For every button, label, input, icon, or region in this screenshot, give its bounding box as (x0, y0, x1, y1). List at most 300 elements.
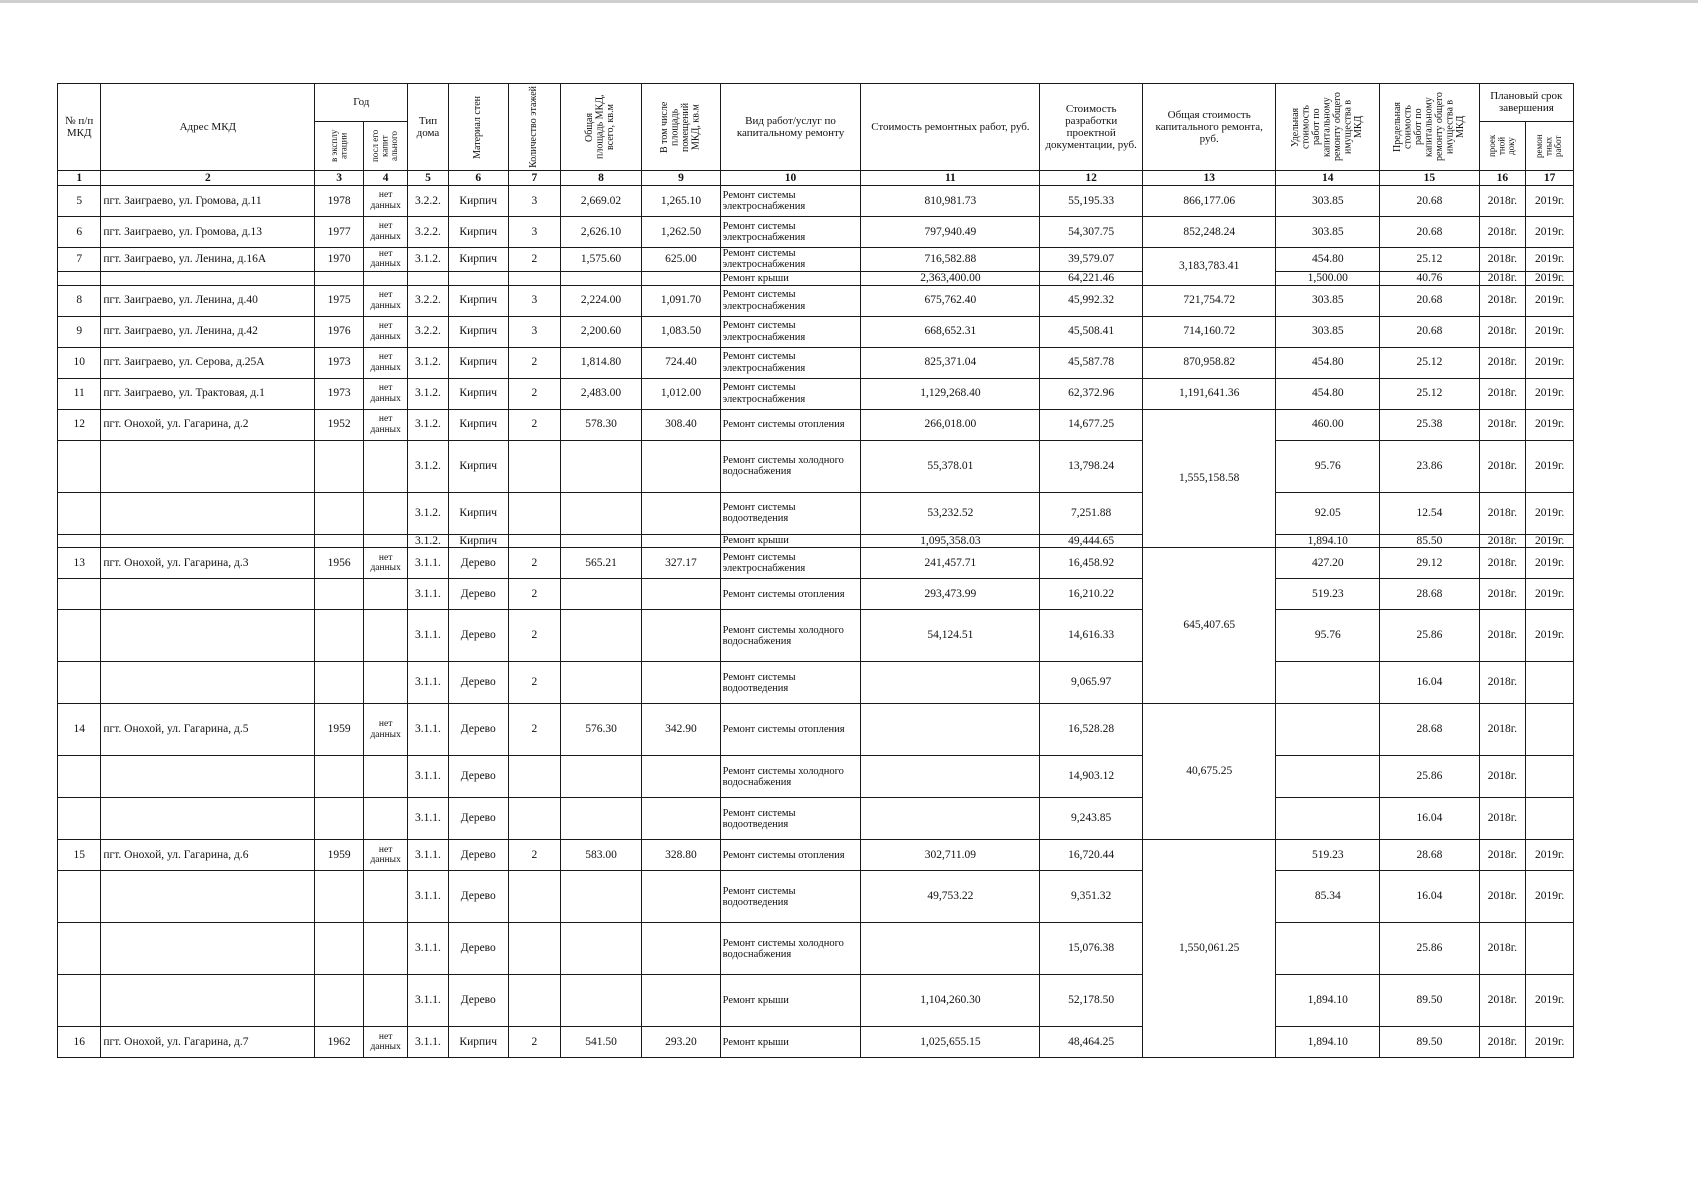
total-area-cell (560, 579, 642, 610)
floors-cell: 3 (508, 316, 560, 347)
column-number: 4 (363, 170, 407, 185)
total-area-cell: 2,200.60 (560, 316, 642, 347)
design-cost-cell: 49,444.65 (1040, 534, 1143, 548)
floors-cell (508, 871, 560, 923)
column-number: 3 (315, 170, 364, 185)
total-area-cell: 1,814.80 (560, 347, 642, 378)
floors-cell: 2 (508, 548, 560, 579)
design-cost-cell: 52,178.50 (1040, 975, 1143, 1027)
total-cost-cell: 721,754.72 (1143, 285, 1276, 316)
house-type-cell: 3.1.2. (408, 378, 448, 409)
year-exploit-cell: 1962 (315, 1027, 364, 1058)
table-row (58, 975, 1574, 1027)
year-exploit-cell (315, 798, 364, 840)
total-area-cell: 2,626.10 (560, 216, 642, 247)
header-num: № п/п МКД (58, 84, 101, 171)
unit-cost-cell: 1,894.10 (1276, 1027, 1380, 1058)
repair-deadline-cell: 2019г. (1526, 316, 1574, 347)
premises-area-cell (642, 271, 720, 285)
premises-area-cell (642, 440, 720, 492)
design-cost-cell: 14,903.12 (1040, 756, 1143, 798)
repair-deadline-cell: 2019г. (1526, 409, 1574, 440)
design-cost-cell: 7,251.88 (1040, 492, 1143, 534)
column-number: 16 (1479, 170, 1526, 185)
work-type-cell: Ремонт системы отопления (720, 704, 861, 756)
year-exploit-cell: 1977 (315, 216, 364, 247)
row-number (58, 662, 101, 704)
table-row (58, 548, 1574, 579)
premises-area-cell (642, 975, 720, 1027)
year-capital-cell: нет данных (363, 247, 407, 271)
column-number: 7 (508, 170, 560, 185)
row-number (58, 871, 101, 923)
header-unit-cost-limit: Удельная стоимость работ по капитальному ремонту общего имущества в МКД (1276, 84, 1380, 171)
year-exploit-cell (315, 662, 364, 704)
premises-area-cell (642, 756, 720, 798)
header-cost-repair: Стоимость ремонтных работ, руб. (861, 84, 1040, 171)
house-type-cell: 3.1.1. (408, 579, 448, 610)
header-premises-area: В том числе площадь помещений МКД, кв.м (642, 84, 720, 171)
work-type-cell: Ремонт системы водоотведения (720, 492, 861, 534)
design-deadline-cell: 2018г. (1479, 440, 1526, 492)
row-number (58, 756, 101, 798)
year-capital-cell (363, 492, 407, 534)
max-cost-cell: 28.68 (1380, 579, 1480, 610)
wall-material-cell: Кирпич (448, 440, 508, 492)
work-type-cell: Ремонт системы электроснабжения (720, 216, 861, 247)
unit-cost-cell: 303.85 (1276, 316, 1380, 347)
row-number: 14 (58, 704, 101, 756)
total-area-cell (560, 610, 642, 662)
floors-cell: 2 (508, 409, 560, 440)
max-cost-cell: 89.50 (1380, 975, 1480, 1027)
design-deadline-cell: 2018г. (1479, 247, 1526, 271)
table-row (58, 185, 1574, 216)
repair-deadline-cell: 2019г. (1526, 534, 1574, 548)
design-cost-cell: 54,307.75 (1040, 216, 1143, 247)
house-type-cell: 3.2.2. (408, 316, 448, 347)
design-deadline-cell: 2018г. (1479, 798, 1526, 840)
repair-deadline-cell: 2019г. (1526, 1027, 1574, 1058)
year-exploit-cell: 1959 (315, 840, 364, 871)
year-capital-cell (363, 798, 407, 840)
address-cell: пгт. Заиграево, ул. Трактовая, д.1 (101, 378, 315, 409)
table-row (58, 316, 1574, 347)
repair-deadline-cell: 2019г. (1526, 271, 1574, 285)
row-number (58, 492, 101, 534)
address-cell (101, 534, 315, 548)
design-cost-cell: 64,221.46 (1040, 271, 1143, 285)
work-type-cell: Ремонт системы водоотведения (720, 871, 861, 923)
design-cost-cell: 16,210.22 (1040, 579, 1143, 610)
premises-area-cell: 327.17 (642, 548, 720, 579)
design-cost-cell: 45,587.78 (1040, 347, 1143, 378)
wall-material-cell: Дерево (448, 840, 508, 871)
floors-cell (508, 440, 560, 492)
floors-cell: 3 (508, 185, 560, 216)
floors-cell: 2 (508, 378, 560, 409)
table-row (58, 840, 1574, 871)
header-type: Тип дома (408, 84, 448, 171)
house-type-cell: 3.2.2. (408, 216, 448, 247)
work-type-cell: Ремонт системы водоотведения (720, 662, 861, 704)
year-capital-cell: нет данных (363, 1027, 407, 1058)
scan-top-edge (0, 0, 1698, 3)
table-row (58, 347, 1574, 378)
house-type-cell: 3.2.2. (408, 185, 448, 216)
premises-area-cell (642, 492, 720, 534)
max-cost-cell: 25.86 (1380, 610, 1480, 662)
repair-cost-cell: 241,457.71 (861, 548, 1040, 579)
design-deadline-cell: 2018г. (1479, 285, 1526, 316)
column-number: 15 (1380, 170, 1480, 185)
design-deadline-cell: 2018г. (1479, 975, 1526, 1027)
year-exploit-cell: 1973 (315, 347, 364, 378)
design-deadline-cell: 2018г. (1479, 492, 1526, 534)
header-total-cost: Общая стоимость капитального ремонта, руб. (1143, 84, 1276, 171)
premises-area-cell (642, 798, 720, 840)
design-deadline-cell: 2018г. (1479, 534, 1526, 548)
row-number (58, 798, 101, 840)
year-capital-cell (363, 534, 407, 548)
column-number: 9 (642, 170, 720, 185)
design-cost-cell: 39,579.07 (1040, 247, 1143, 271)
max-cost-cell: 28.68 (1380, 704, 1480, 756)
header-cost-design: Стоимость разработки проектной документации, руб. (1040, 84, 1143, 171)
year-capital-cell (363, 440, 407, 492)
house-type-cell: 3.2.2. (408, 285, 448, 316)
floors-cell (508, 492, 560, 534)
year-capital-cell (363, 271, 407, 285)
design-cost-cell: 9,351.32 (1040, 871, 1143, 923)
column-number: 6 (448, 170, 508, 185)
repair-deadline-cell: 2019г. (1526, 216, 1574, 247)
repair-cost-cell: 825,371.04 (861, 347, 1040, 378)
house-type-cell (408, 271, 448, 285)
floors-cell: 2 (508, 579, 560, 610)
unit-cost-cell (1276, 662, 1380, 704)
column-number: 11 (861, 170, 1040, 185)
header-total-area: Общая площадь МКД, всего, кв.м (560, 84, 642, 171)
address-cell: пгт. Онохой, ул. Гагарина, д.3 (101, 548, 315, 579)
header-deadline: Плановый срок завершения (1479, 84, 1573, 122)
repair-deadline-cell: 2019г. (1526, 347, 1574, 378)
address-cell (101, 923, 315, 975)
repair-cost-cell: 49,753.22 (861, 871, 1040, 923)
work-type-cell: Ремонт системы холодного водоснабжения (720, 440, 861, 492)
max-cost-cell: 25.86 (1380, 756, 1480, 798)
house-type-cell: 3.1.2. (408, 347, 448, 378)
header-deadline-design: проек тной доку (1479, 121, 1526, 170)
unit-cost-cell: 1,894.10 (1276, 975, 1380, 1027)
repair-deadline-cell: 2019г. (1526, 492, 1574, 534)
capital-repair-table (57, 83, 1574, 1058)
wall-material-cell: Дерево (448, 662, 508, 704)
total-area-cell (560, 871, 642, 923)
unit-cost-cell: 303.85 (1276, 185, 1380, 216)
premises-area-cell: 625.00 (642, 247, 720, 271)
header-year-capital: посл его капит ального (363, 121, 407, 170)
repair-deadline-cell: 2019г. (1526, 185, 1574, 216)
repair-deadline-cell: 2019г. (1526, 840, 1574, 871)
design-cost-cell: 62,372.96 (1040, 378, 1143, 409)
address-cell: пгт. Заиграево, ул. Серова, д.25А (101, 347, 315, 378)
address-cell (101, 492, 315, 534)
column-number: 12 (1040, 170, 1143, 185)
unit-cost-cell: 1,894.10 (1276, 534, 1380, 548)
premises-area-cell: 308.40 (642, 409, 720, 440)
total-cost-cell: 852,248.24 (1143, 216, 1276, 247)
design-deadline-cell: 2018г. (1479, 756, 1526, 798)
address-cell: пгт. Заиграево, ул. Громова, д.11 (101, 185, 315, 216)
premises-area-cell: 342.90 (642, 704, 720, 756)
work-type-cell: Ремонт системы электроснабжения (720, 347, 861, 378)
table-row (58, 534, 1574, 548)
work-type-cell: Ремонт системы электроснабжения (720, 548, 861, 579)
table-row (58, 285, 1574, 316)
year-capital-cell: нет данных (363, 347, 407, 378)
house-type-cell: 3.1.1. (408, 798, 448, 840)
total-area-cell: 2,483.00 (560, 378, 642, 409)
total-cost-cell: 40,675.25 (1143, 704, 1276, 840)
year-exploit-cell (315, 271, 364, 285)
repair-cost-cell: 302,711.09 (861, 840, 1040, 871)
design-cost-cell: 45,992.32 (1040, 285, 1143, 316)
total-cost-cell: 1,555,158.58 (1143, 409, 1276, 548)
repair-cost-cell: 2,363,400.00 (861, 271, 1040, 285)
wall-material-cell: Кирпич (448, 409, 508, 440)
header-unit-cost-max: Предельная стоимость работ по капитальному ремонту общего имущества в МКД (1380, 84, 1480, 171)
unit-cost-cell (1276, 798, 1380, 840)
max-cost-cell: 12.54 (1380, 492, 1480, 534)
design-cost-cell: 14,616.33 (1040, 610, 1143, 662)
year-exploit-cell (315, 610, 364, 662)
table-row (58, 409, 1574, 440)
year-exploit-cell (315, 975, 364, 1027)
table-row (58, 704, 1574, 756)
wall-material-cell: Кирпич (448, 378, 508, 409)
row-number: 6 (58, 216, 101, 247)
address-cell (101, 871, 315, 923)
max-cost-cell: 20.68 (1380, 185, 1480, 216)
unit-cost-cell (1276, 923, 1380, 975)
max-cost-cell: 25.86 (1380, 923, 1480, 975)
design-cost-cell: 16,528.28 (1040, 704, 1143, 756)
design-deadline-cell: 2018г. (1479, 548, 1526, 579)
year-capital-cell: нет данных (363, 840, 407, 871)
house-type-cell: 3.1.2. (408, 409, 448, 440)
column-number: 8 (560, 170, 642, 185)
work-type-cell: Ремонт системы холодного водоснабжения (720, 923, 861, 975)
address-cell: пгт. Заиграево, ул. Ленина, д.40 (101, 285, 315, 316)
design-deadline-cell: 2018г. (1479, 378, 1526, 409)
total-area-cell: 565.21 (560, 548, 642, 579)
premises-area-cell (642, 534, 720, 548)
year-exploit-cell (315, 492, 364, 534)
floors-cell (508, 798, 560, 840)
table-row (58, 610, 1574, 662)
wall-material-cell: Дерево (448, 756, 508, 798)
unit-cost-cell: 519.23 (1276, 579, 1380, 610)
year-capital-cell (363, 871, 407, 923)
premises-area-cell: 724.40 (642, 347, 720, 378)
row-number: 5 (58, 185, 101, 216)
repair-cost-cell: 797,940.49 (861, 216, 1040, 247)
year-capital-cell: нет данных (363, 285, 407, 316)
row-number: 16 (58, 1027, 101, 1058)
year-capital-cell: нет данных (363, 185, 407, 216)
repair-cost-cell: 675,762.40 (861, 285, 1040, 316)
floors-cell: 2 (508, 662, 560, 704)
repair-deadline-cell: 2019г. (1526, 975, 1574, 1027)
year-capital-cell (363, 579, 407, 610)
house-type-cell: 3.1.1. (408, 923, 448, 975)
wall-material-cell: Кирпич (448, 534, 508, 548)
work-type-cell: Ремонт крыши (720, 1027, 861, 1058)
total-area-cell: 583.00 (560, 840, 642, 871)
repair-cost-cell: 293,473.99 (861, 579, 1040, 610)
wall-material-cell: Кирпич (448, 285, 508, 316)
house-type-cell: 3.1.2. (408, 492, 448, 534)
row-number (58, 271, 101, 285)
floors-cell: 2 (508, 1027, 560, 1058)
table-row (58, 923, 1574, 975)
repair-deadline-cell: 2019г. (1526, 440, 1574, 492)
address-cell (101, 975, 315, 1027)
total-area-cell (560, 798, 642, 840)
design-deadline-cell: 2018г. (1479, 216, 1526, 247)
repair-deadline-cell: 2019г. (1526, 610, 1574, 662)
house-type-cell: 3.1.2. (408, 247, 448, 271)
repair-deadline-cell (1526, 756, 1574, 798)
max-cost-cell: 40.76 (1380, 271, 1480, 285)
work-type-cell: Ремонт системы холодного водоснабжения (720, 756, 861, 798)
header-year-exploit: в эксплу атации (315, 121, 364, 170)
max-cost-cell: 25.12 (1380, 347, 1480, 378)
design-deadline-cell: 2018г. (1479, 347, 1526, 378)
address-cell: пгт. Заиграево, ул. Ленина, д.42 (101, 316, 315, 347)
unit-cost-cell: 427.20 (1276, 548, 1380, 579)
row-number (58, 975, 101, 1027)
address-cell: пгт. Онохой, ул. Гагарина, д.5 (101, 704, 315, 756)
house-type-cell: 3.1.2. (408, 534, 448, 548)
house-type-cell: 3.1.1. (408, 662, 448, 704)
total-area-cell: 2,224.00 (560, 285, 642, 316)
repair-deadline-cell: 2019г. (1526, 871, 1574, 923)
unit-cost-cell: 95.76 (1276, 440, 1380, 492)
year-exploit-cell: 1976 (315, 316, 364, 347)
row-number: 7 (58, 247, 101, 271)
design-deadline-cell: 2018г. (1479, 271, 1526, 285)
wall-material-cell: Кирпич (448, 492, 508, 534)
total-area-cell (560, 492, 642, 534)
work-type-cell: Ремонт системы отопления (720, 840, 861, 871)
floors-cell: 3 (508, 285, 560, 316)
year-exploit-cell (315, 756, 364, 798)
repair-deadline-cell (1526, 704, 1574, 756)
address-cell (101, 662, 315, 704)
design-deadline-cell: 2018г. (1479, 662, 1526, 704)
repair-cost-cell: 266,018.00 (861, 409, 1040, 440)
total-cost-cell: 714,160.72 (1143, 316, 1276, 347)
unit-cost-cell: 454.80 (1276, 378, 1380, 409)
unit-cost-cell: 454.80 (1276, 347, 1380, 378)
wall-material-cell: Дерево (448, 923, 508, 975)
wall-material-cell: Кирпич (448, 347, 508, 378)
repair-deadline-cell (1526, 662, 1574, 704)
design-cost-cell: 9,243.85 (1040, 798, 1143, 840)
unit-cost-cell: 95.76 (1276, 610, 1380, 662)
wall-material-cell: Дерево (448, 871, 508, 923)
table-row (58, 1027, 1574, 1058)
row-number (58, 440, 101, 492)
design-deadline-cell: 2018г. (1479, 840, 1526, 871)
total-area-cell (560, 662, 642, 704)
address-cell (101, 798, 315, 840)
repair-cost-cell (861, 704, 1040, 756)
premises-area-cell (642, 662, 720, 704)
row-number (58, 534, 101, 548)
design-cost-cell: 45,508.41 (1040, 316, 1143, 347)
floors-cell (508, 756, 560, 798)
year-exploit-cell: 1973 (315, 378, 364, 409)
repair-cost-cell: 1,129,268.40 (861, 378, 1040, 409)
work-type-cell: Ремонт системы электроснабжения (720, 247, 861, 271)
wall-material-cell: Дерево (448, 548, 508, 579)
floors-cell: 2 (508, 347, 560, 378)
repair-deadline-cell: 2019г. (1526, 247, 1574, 271)
year-exploit-cell (315, 871, 364, 923)
table-row (58, 378, 1574, 409)
house-type-cell: 3.1.1. (408, 610, 448, 662)
premises-area-cell: 328.80 (642, 840, 720, 871)
total-area-cell (560, 756, 642, 798)
premises-area-cell: 1,091.70 (642, 285, 720, 316)
unit-cost-cell: 92.05 (1276, 492, 1380, 534)
premises-area-cell: 1,265.10 (642, 185, 720, 216)
address-cell: пгт. Онохой, ул. Гагарина, д.2 (101, 409, 315, 440)
max-cost-cell: 89.50 (1380, 1027, 1480, 1058)
wall-material-cell: Кирпич (448, 316, 508, 347)
row-number: 11 (58, 378, 101, 409)
header-floors: Количество этажей (508, 84, 560, 171)
unit-cost-cell: 460.00 (1276, 409, 1380, 440)
table-row (58, 756, 1574, 798)
year-capital-cell: нет данных (363, 409, 407, 440)
year-capital-cell: нет данных (363, 216, 407, 247)
floors-cell: 2 (508, 840, 560, 871)
row-number (58, 579, 101, 610)
work-type-cell: Ремонт системы отопления (720, 579, 861, 610)
repair-deadline-cell: 2019г. (1526, 579, 1574, 610)
work-type-cell: Ремонт системы холодного водоснабжения (720, 610, 861, 662)
design-deadline-cell: 2018г. (1479, 409, 1526, 440)
table-row (58, 871, 1574, 923)
premises-area-cell: 1,262.50 (642, 216, 720, 247)
design-deadline-cell: 2018г. (1479, 185, 1526, 216)
premises-area-cell: 1,012.00 (642, 378, 720, 409)
total-cost-cell: 870,958.82 (1143, 347, 1276, 378)
column-number: 13 (1143, 170, 1276, 185)
column-number: 2 (101, 170, 315, 185)
work-type-cell: Ремонт крыши (720, 534, 861, 548)
design-cost-cell: 9,065.97 (1040, 662, 1143, 704)
total-area-cell (560, 534, 642, 548)
repair-cost-cell (861, 923, 1040, 975)
row-number: 9 (58, 316, 101, 347)
design-cost-cell: 14,677.25 (1040, 409, 1143, 440)
table-row (58, 579, 1574, 610)
